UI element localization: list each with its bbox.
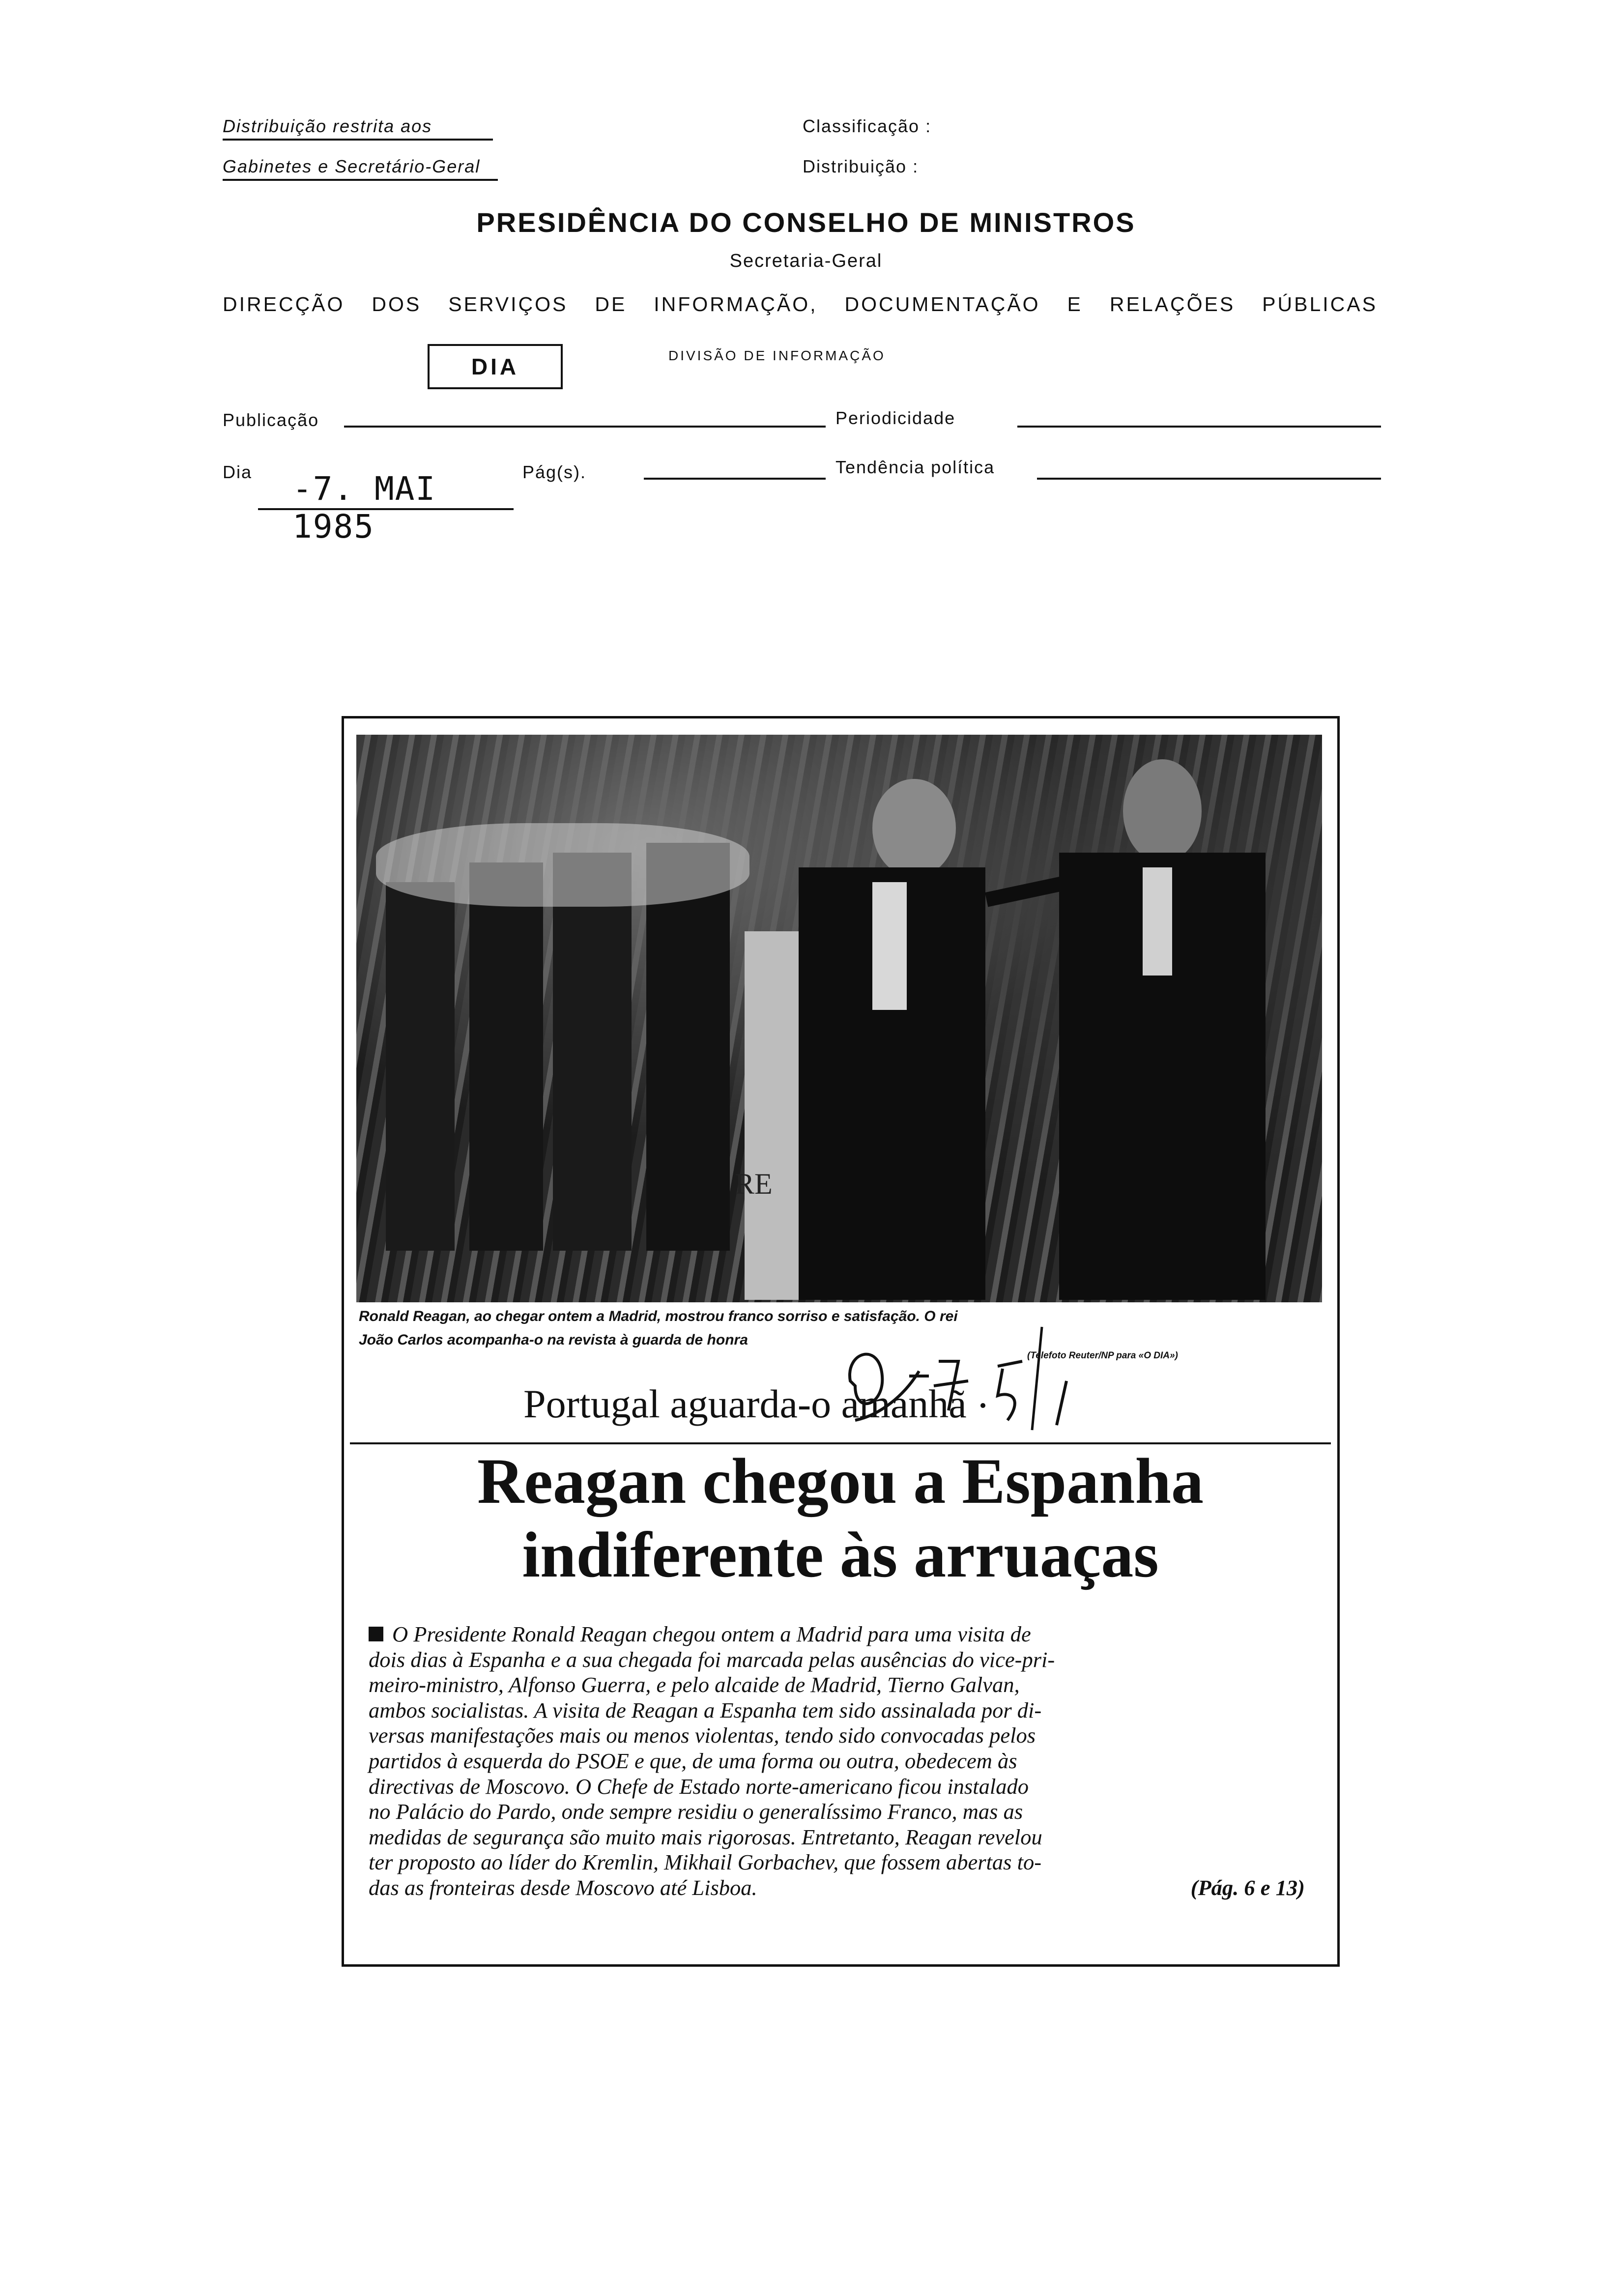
- body-line: ter proposto ao líder do Kremlin, Mikhail Gorbachev, que fossem abertas to-: [369, 1850, 1042, 1875]
- direction-word: INFORMAÇÃO,: [654, 293, 818, 316]
- photo-caption-line2: João Carlos acompanha-o na revista à guarda de honra: [359, 1332, 748, 1348]
- kicker-rule: [350, 1442, 1331, 1444]
- body-line: dois dias à Espanha e a sua chegada foi marcada pelas ausências do vice-pri-: [369, 1647, 1055, 1672]
- photo-caption-line1: Ronald Reagan, ao chegar ontem a Madrid, mostrou franco sorriso e satisfação. O rei: [359, 1308, 958, 1324]
- body-line: partidos à esquerda do PSOE e que, de uma forma ou outra, obedecem às: [369, 1749, 1017, 1774]
- guard-figure: [469, 862, 543, 1251]
- direction-word: SERVIÇOS: [448, 293, 568, 316]
- classification-label: Classificação :: [803, 116, 932, 136]
- kicker-line: Portugal aguarda-o amanhã: [523, 1381, 967, 1426]
- news-photo: [356, 735, 1322, 1302]
- headline-line1: Reagan chegou a Espanha: [477, 1445, 1204, 1517]
- political-tendency-label: Tendência política: [835, 457, 995, 477]
- page-subtitle: Secretaria-Geral: [729, 251, 883, 271]
- pages-field: [644, 478, 826, 480]
- king-head: [1123, 759, 1202, 862]
- body-line: directivas de Moscovo. O Chefe de Estado norte-americano ficou instalado: [369, 1774, 1029, 1799]
- day-label: Dia: [223, 462, 253, 482]
- periodicity-label: Periodicidade: [835, 408, 956, 428]
- bullet-square-icon: [369, 1627, 383, 1641]
- guard-caps: [376, 823, 749, 907]
- direction-word: DOS: [372, 293, 422, 316]
- page-title: PRESIDÊNCIA DO CONSELHO DE MINISTROS: [476, 207, 1136, 238]
- body-last-text: das as fronteiras desde Moscovo até Lisboa.: [369, 1875, 757, 1900]
- article-body: [369, 1622, 1305, 1901]
- body-last-line: [369, 1875, 1305, 1901]
- body-line: medidas de segurança são muito mais rigorosas. Entretanto, Reagan revelou: [369, 1824, 1042, 1849]
- day-field: [258, 470, 514, 545]
- body-line: O Presidente Ronald Reagan chegou ontem a Madrid para uma visita de: [369, 1622, 1305, 1647]
- restricted-distribution-line2: Gabinetes e Secretário-Geral: [223, 156, 498, 181]
- direction-line: [223, 293, 1378, 316]
- direction-word: DE: [595, 293, 627, 316]
- division-label: DIVISÃO DE INFORMAÇÃO: [668, 348, 886, 363]
- direction-word: PÚBLICAS: [1262, 293, 1378, 316]
- reagan-head: [872, 779, 956, 877]
- guard-figure: [386, 882, 455, 1251]
- guard-figure: [553, 853, 632, 1251]
- body-line: versas manifestações mais ou menos violentas, tendo sido convocadas pelos: [369, 1723, 1036, 1748]
- pages-label: Pág(s).: [522, 462, 587, 482]
- body-line: ambos socialistas. A visita de Reagan a Espanha tem sido assinalada por di-: [369, 1697, 1042, 1722]
- photo-sign: RE: [735, 1168, 773, 1200]
- publication-stamp: DIA: [428, 344, 563, 389]
- distribution-label: Distribuição :: [803, 156, 919, 176]
- periodicity-field: [1017, 426, 1381, 428]
- direction-word: DIRECÇÃO: [223, 293, 345, 316]
- day-value: -7. MAI 1985: [292, 470, 436, 545]
- reagan-shirt: [872, 882, 907, 1010]
- direction-word: E: [1067, 293, 1083, 316]
- body-line: no Palácio do Pardo, onde sempre residiu o generalíssimo Franco, mas as: [369, 1799, 1023, 1824]
- king-shirt: [1143, 867, 1172, 976]
- headline-line2: indiferente às arruaças: [522, 1519, 1159, 1591]
- photo-credit: (Telefoto Reuter/NP para «O DIA»): [1027, 1350, 1178, 1361]
- direction-word: DOCUMENTAÇÃO: [844, 293, 1040, 316]
- restricted-distribution-line1: Distribuição restrita aos: [223, 116, 493, 141]
- page-reference: (Pág. 6 e 13): [1190, 1875, 1305, 1900]
- political-tendency-field: [1037, 478, 1381, 480]
- direction-word: RELAÇÕES: [1109, 293, 1236, 316]
- publication-label: Publicação: [223, 410, 319, 430]
- body-line: meiro-ministro, Alfonso Guerra, e pelo alcaide de Madrid, Tierno Galvan,: [369, 1672, 1020, 1697]
- publication-field: [344, 426, 826, 428]
